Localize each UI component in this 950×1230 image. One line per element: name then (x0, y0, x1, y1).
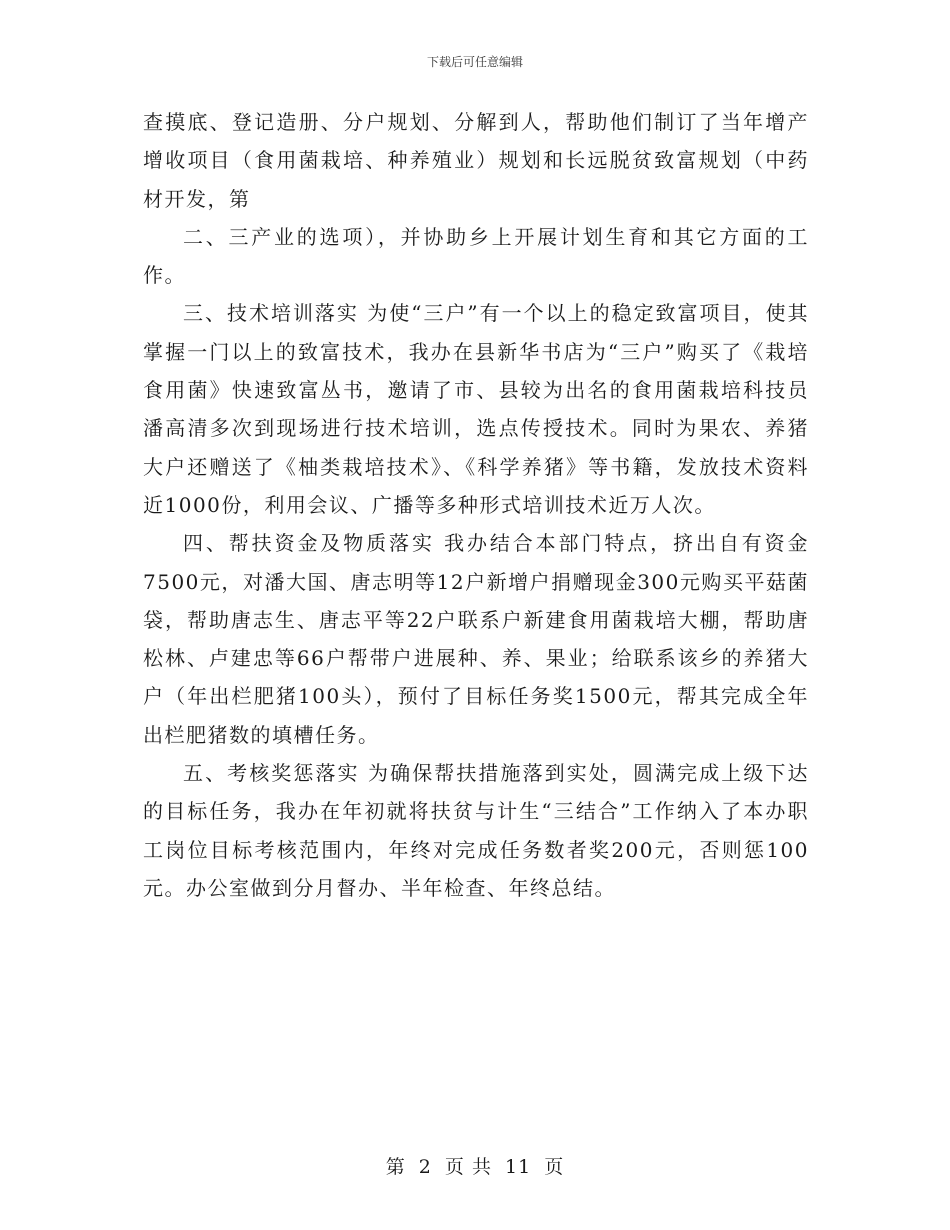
footer-suffix: 页 (544, 1156, 565, 1178)
footer-middle: 页 共 (444, 1156, 492, 1178)
footer-page-number: 2 (418, 1156, 432, 1178)
page-footer (0, 1152, 950, 1179)
paragraph-assessment-rewards: 五、考核奖惩落实 为确保帮扶措施落到实处，圆满完成上级下达的目标任务，我办在年初就将扶贫与计生“三结合”工作纳入了本办职工岗位目标考核范围内，年终对完成任务数者奖200元，否则惩100元。办公室做到分月督办、半年检查、年终总结。 (143, 761, 809, 900)
footer-prefix: 第 (385, 1156, 406, 1178)
paragraph-continuation: 查摸底、登记造册、分户规划、分解到人，帮助他们制订了当年增产增收项目（食用菌栽培、种养殖业）规划和长远脱贫致富规划（中药材开发，第 (143, 110, 809, 211)
page-header-note: 下载后可任意编辑 (426, 55, 523, 69)
document-body (143, 103, 809, 907)
paragraph-technical-training: 三、技术培训落实 为使“三户”有一个以上的稳定致富项目，使其掌握一门以上的致富技术，我办在县新华书店为“三户”购买了《栽培食用菌》快速致富丛书，邀请了市、县较为出名的食用菌栽培科技员潘高清多次到现场进行技术培训，选点传授技术。同时为果农、养猪大户还赠送了《柚类栽培技术》、《科学养猪》等书籍，发放技术资料近1000份，利用会议、广播等多种形式培训技术近万人次。 (143, 301, 809, 517)
paragraph-second-third-industry: 二、三产业的选项），并协助乡上开展计划生育和其它方面的工作。 (143, 224, 809, 288)
paragraph-funding-materials: 四、帮扶资金及物质落实 我办结合本部门特点，挤出自有资金7500元，对潘大国、唐志明等12户新增户捐赠现金300元购买平菇菌袋，帮助唐志生、唐志平等22户联系户新建食用菌栽培大棚，帮助唐松林、卢建忠等66户帮带户进展种、养、果业；给联系该乡的养猪大户（年出栏肥猪100头），预付了目标任务奖1500元，帮其完成全年出栏肥猪数的填槽任务。 (143, 531, 809, 747)
footer-total-pages: 11 (505, 1156, 532, 1178)
